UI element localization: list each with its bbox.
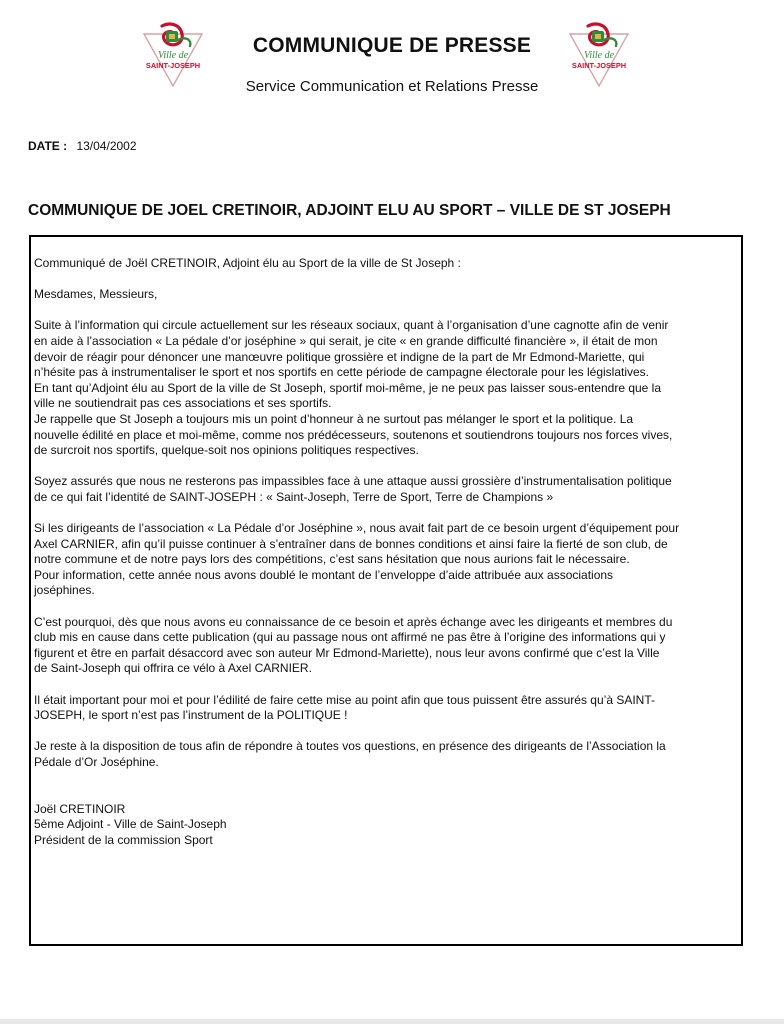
text-line: devoir de réagir pour dénoncer une manœuvre politique grossière et indigne de la part de Mr Edmond-Mariette, qui [34,349,645,364]
page-bottom-edge [0,1019,784,1024]
text-line: figurent et être en parfait désaccord avec son auteur Mr Edmond-Mariette), nous leur avons confirmé que c’est la Ville [34,645,660,660]
intro-line: Communiqué de Joël CRETINOIR, Adjoint élu au Sport de la ville de St Joseph : [34,256,461,270]
text-line: de surcroit nos sportifs, quelque-soit nos opinions politiques respectives. [34,443,419,458]
text-line: Il était important pour moi et pour l’édilité de faire cette mise au point afin que tous puissent être assurés qu’à SAINT- [34,692,655,707]
text-line: club mis en cause dans cette publication (qui au passage nous ont affirmé ne pas être à l’origine des informations qui y [34,630,666,645]
text-line: Suite à l’information qui circule actuellement sur les réseaux sociaux, quant à l’organisation d’une cagnotte afin de venir [34,318,669,333]
logo-line2: SAINT-JOSEPH [571,61,627,70]
text-line: Soyez assurés que nous ne resterons pas impassibles face à une attaque aussi grossière d’instrumentalisation politique [34,474,672,489]
communique-body [34,256,734,848]
text-line: Si les dirigeants de l’association « La Pédale d’or Joséphine », nous avait fait part de ce besoin urgent d’équipement pour [34,521,680,536]
text-line: joséphines. [34,583,95,598]
text-line: En tant qu’Adjoint élu au Sport de la ville de St Joseph, sportif moi-même, je ne peux pas laisser sous-entendre que la [34,380,662,395]
logo-line1: Ville de [157,50,189,61]
signature-role: 5ème Adjoint - Ville de Saint-Joseph [34,817,227,832]
city-logo-right [566,22,632,88]
text-line: de ce qui fait l’identité de SAINT-JOSEPH : « Saint-Joseph, Terre de Sport, Terre de Champions » [34,489,554,504]
date-line [28,139,137,153]
paragraph-1 [34,318,734,458]
text-line: Je reste à la disposition de tous afin de répondre à toutes vos questions, en présence des dirigeants de l’Association la [34,739,666,754]
logo-line1: Ville de [583,50,615,61]
text-line: en aide à l’association « La pédale d’or joséphine » qui serait, je cite « en grande difficulté financière », il était de mon [34,333,658,348]
text-line: Pour information, cette année nous avons doublé le montant de l’enveloppe d’aide attribuée aux associations [34,567,614,582]
paragraph-5 [34,693,734,724]
text-line: de Saint-Joseph qui offrira ce vélo à Axel CARNIER. [34,661,312,676]
service-subtitle: Service Communication et Relations Presse [245,78,539,95]
date-label: DATE : [28,139,68,153]
date-value: 13/04/2002 [76,139,137,153]
text-line: Je rappelle que St Joseph a toujours mis un point d’honneur à ne surtout pas mélanger le sport et la politique. La [34,411,634,426]
text-line: JOSEPH, le sport n’est pas l’instrument de la POLITIQUE ! [34,708,348,723]
text-line: C’est pourquoi, dès que nous avons eu connaissance de ce besoin et après échange avec les dirigeants et membres du [34,614,673,629]
paragraph-3 [34,521,734,599]
text-line: Pédale d’Or Joséphine. [34,755,159,769]
paragraph-2 [34,474,734,505]
signature-title: Président de la commission Sport [34,832,213,847]
saint-joseph-logo-icon [566,22,632,88]
document-title: COMMUNIQUE DE JOEL CRETINOIR, ADJOINT ELU AU SPORT – VILLE DE ST JOSEPH [28,202,671,219]
signature-name: Joël CRETINOIR [34,801,126,816]
salutation: Mesdames, Messieurs, [34,287,158,302]
text-line: Axel CARNIER, afin qu’il puisse continuer à s’entraîner dans de bonnes conditions et ainsi faire la fierté de son club, de [34,536,668,551]
text-line: nouvelle édilité en place et moi-même, comme nos prédécesseurs, soutenons et soutiendrons toujours nos forces vives, [34,427,673,442]
paragraph-4 [34,615,734,677]
logo-line2: SAINT-JOSEPH [145,61,201,70]
paragraph-6 [34,739,734,770]
text-line: ville ne soutiendrait pas ces associations et ses sportifs. [34,396,332,411]
text-line: n’hésite pas à instrumentaliser le sport et nos sportifs en cette période de campagne électorale pour les législatives. [34,365,650,380]
signature-block [34,802,734,849]
text-line: notre commune et de notre pays lors des compétitions, c’est sans hésitation que nous aurions fait le nécessaire. [34,552,630,567]
press-release-heading: COMMUNIQUE DE PRESSE [252,34,532,57]
